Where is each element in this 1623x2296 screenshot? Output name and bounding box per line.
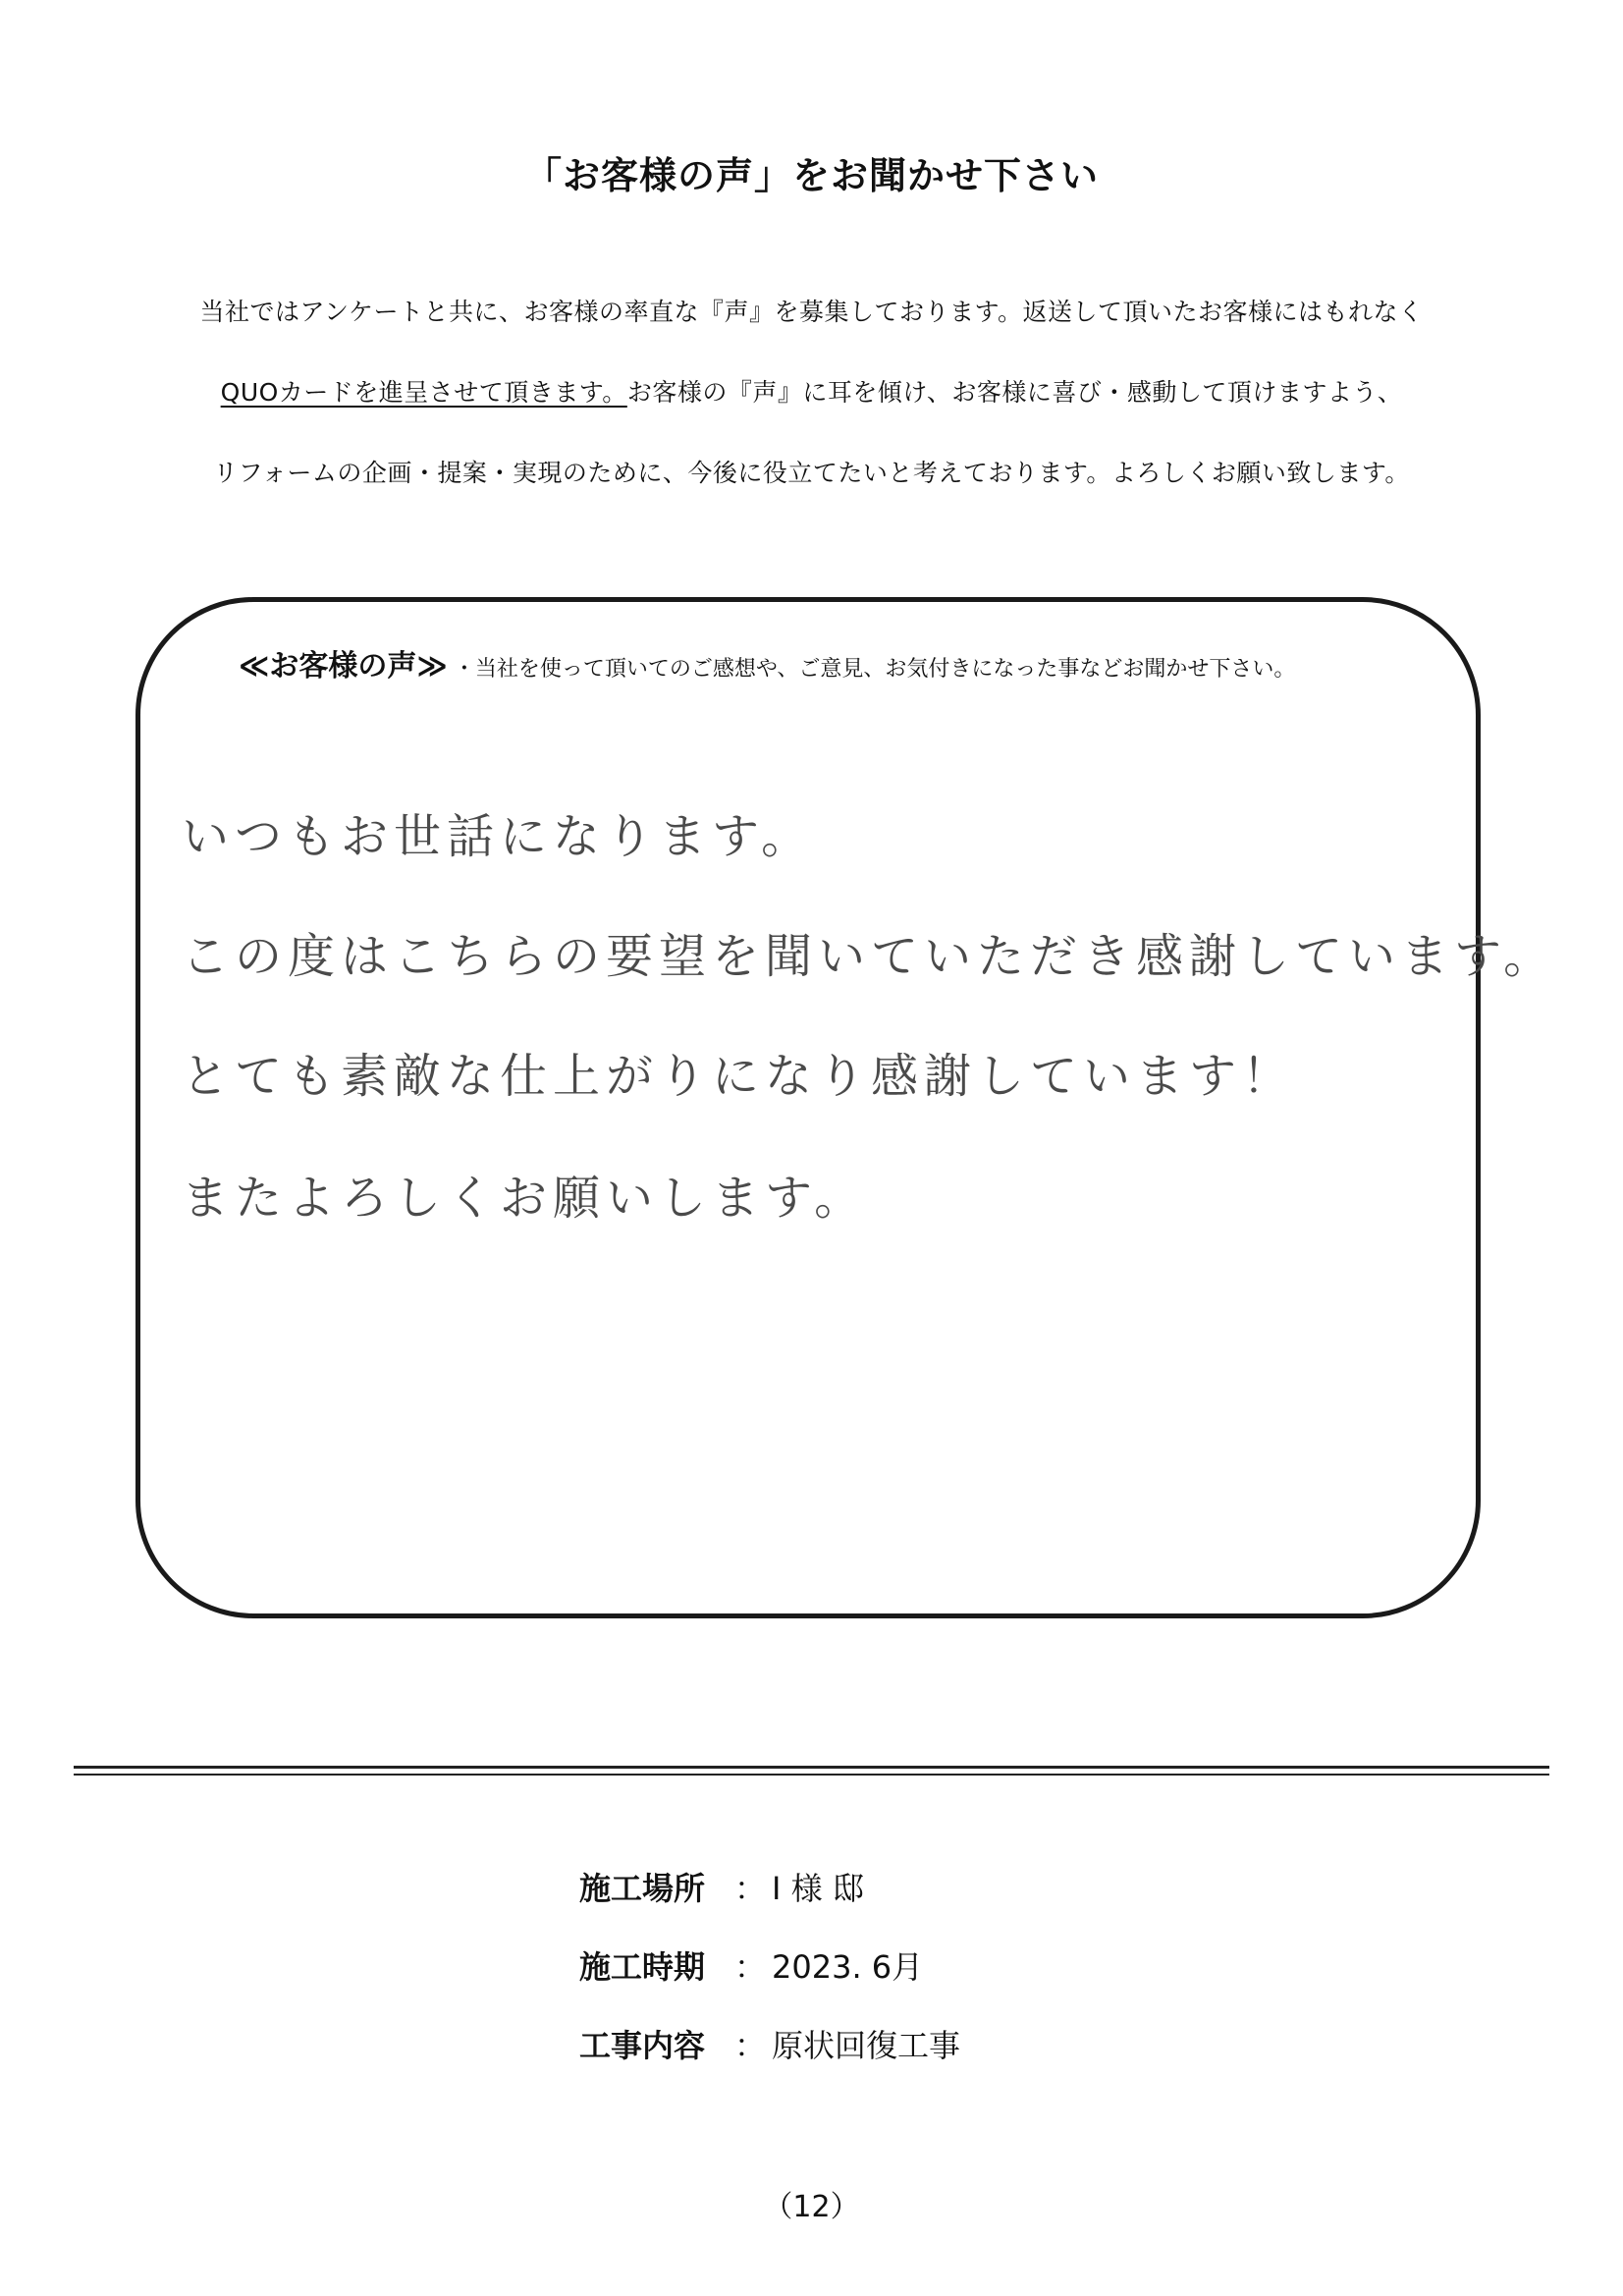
colon: ： (733, 1948, 766, 1986)
quo-card-notice: QUOカードを進呈させて頂きます。 (220, 378, 627, 407)
intro-line-1: 当社ではアンケートと共に、お客様の率直な『声』を募集しております。返送して頂いたお客様にはもれなく (199, 298, 1424, 326)
intro-line-3: リフォームの企画・提案・実現のために、今後に役立てたいと考えております。よろしくお願い致します。 (213, 459, 1410, 487)
customer-voice-box (135, 597, 1557, 1618)
intro-line-2 (147, 373, 1476, 409)
page-number: （12） (763, 2190, 860, 2224)
handwritten-line: この度はこちらの要望を聞いていただき感謝しています。 (182, 929, 1557, 984)
divider-line (74, 1774, 1549, 1776)
voice-box-header (239, 641, 1295, 684)
intro-line-2-rest: お客様の『声』に耳を傾け、お客様に喜び・感動して頂けますよう、 (626, 378, 1403, 407)
info-row-period (579, 1942, 923, 1988)
work-label: 工事内容 (579, 2027, 706, 2064)
info-row-location (579, 1864, 864, 1909)
page-title: 「お客様の声」をお聞かせ下さい (523, 154, 1099, 197)
info-row-work (579, 2021, 960, 2066)
voice-box-instruction: ・当社を使って頂いてのご感想や、ご意見、お気付きになった事などお聞かせ下さい。 (453, 657, 1296, 682)
handwritten-line: とても素敵な仕上がりになり感謝しています！ (182, 1049, 1296, 1104)
location-label: 施工場所 (579, 1870, 706, 1907)
colon: ： (733, 1870, 766, 1907)
divider-line (74, 1766, 1549, 1769)
handwritten-line: いつもお世話になります。 (182, 809, 815, 864)
voice-box-label: ≪お客様の声≫ (239, 649, 448, 683)
handwritten-line: またよろしくお願いします。 (182, 1171, 868, 1226)
work-value: 原状回復工事 (772, 2027, 961, 2064)
period-label: 施工時期 (579, 1948, 706, 1986)
period-value: 2023. 6月 (772, 1948, 924, 1986)
colon: ： (733, 2027, 766, 2064)
location-value: I 様 邸 (772, 1870, 864, 1907)
